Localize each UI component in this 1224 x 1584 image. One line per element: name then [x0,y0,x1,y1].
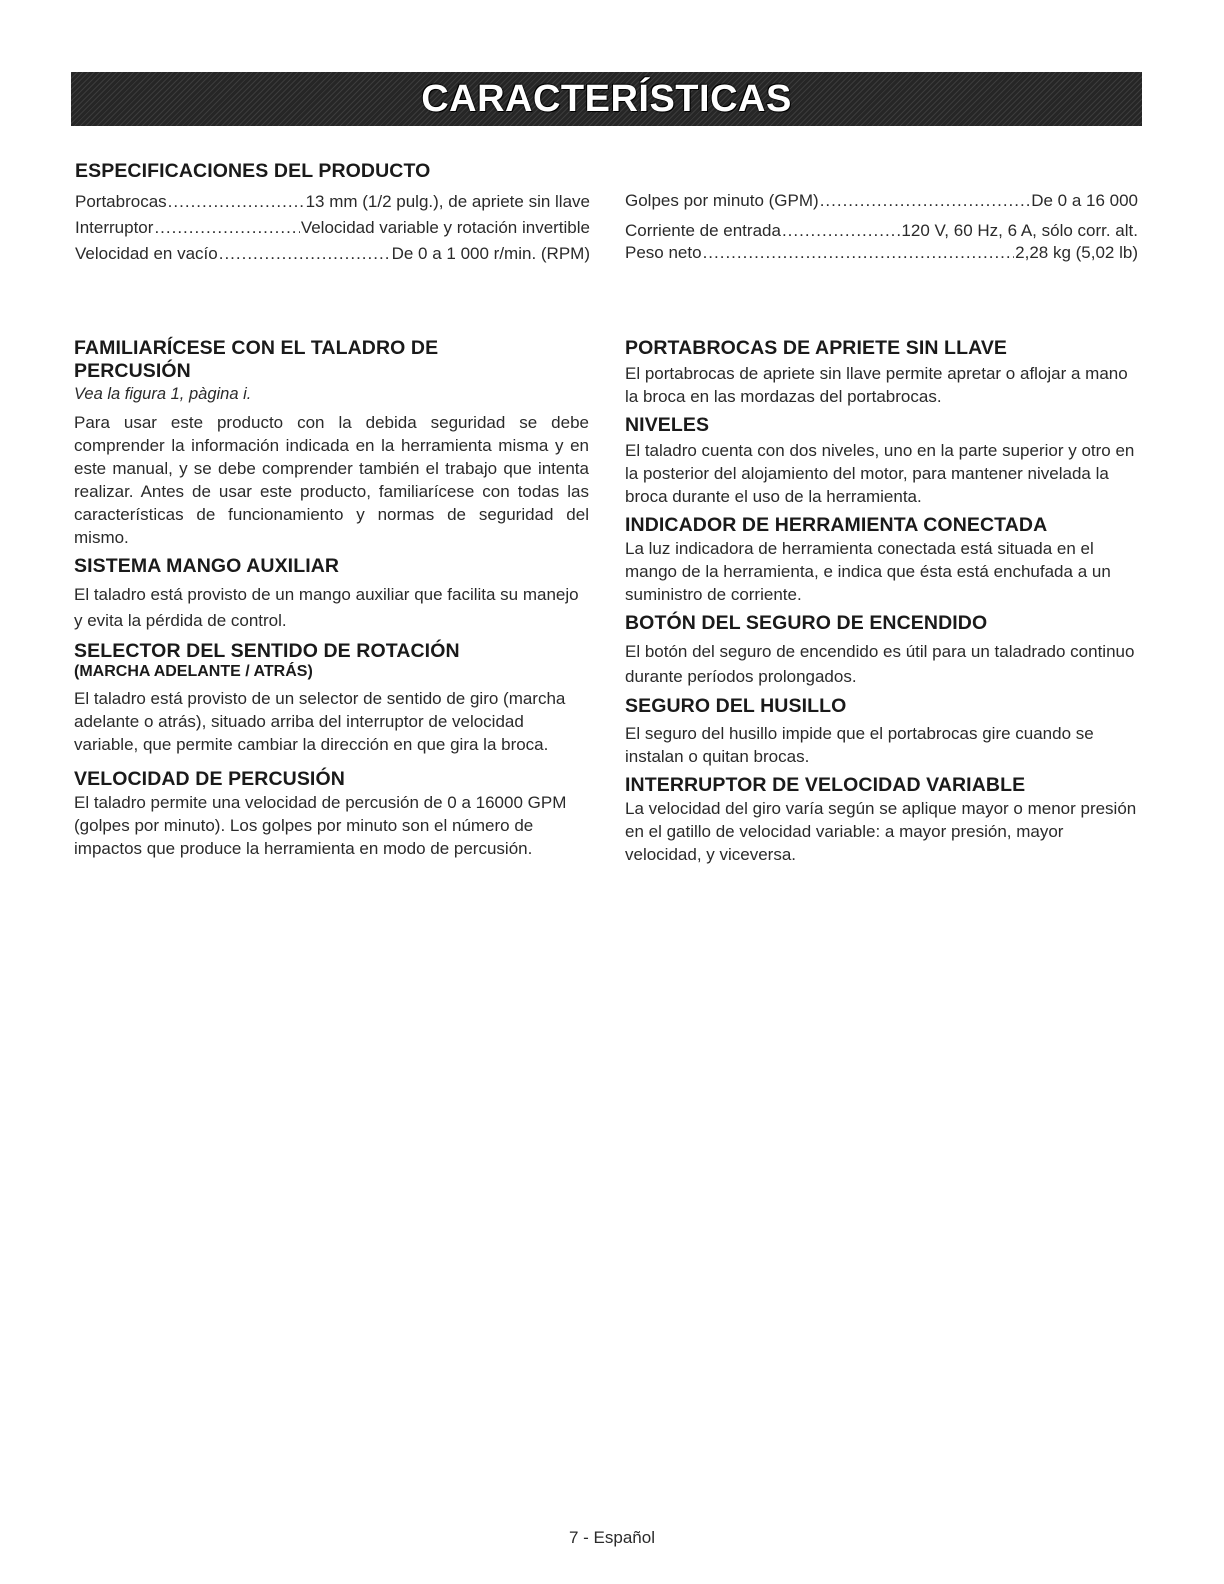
section-body: El seguro del husillo impide que el portabrocas gire cuando se instalan o quitan brocas. [625,724,1094,766]
spec-value: Velocidad variable y rotación invertible [300,218,590,237]
spec-label: Corriente de entrada [625,221,781,240]
section-heading: NIVELES [625,414,710,436]
section-familiarice [74,337,589,549]
section-body: El taladro está provisto de un mango auxiliar que facilita su manejo y evita la pérdida de control. [74,585,579,630]
specs-heading: ESPECIFICACIONES DEL PRODUCTO [75,160,431,182]
spec-label: Velocidad en vacío [75,244,218,263]
right-column [625,337,1143,872]
section-heading: SISTEMA MANGO AUXILIAR [74,555,340,577]
left-column [74,337,589,866]
section-heading: SEGURO DEL HUSILLO [625,695,847,717]
spec-row [75,217,590,239]
page-number: 7 - Español [569,1528,655,1547]
section-body: La luz indicadora de herramienta conectada está situada en el mango de la herramienta, e indica que ésta está enchufada a un suministro de corriente. [625,539,1111,604]
section-body: El taladro permite una velocidad de percusión de 0 a 16000 GPM (golpes por minuto). Los golpes por minuto son el número de impactos que produce la herramienta en modo de percusión. [74,793,567,858]
section-indicador [625,514,1143,606]
spec-label: Golpes por minuto (GPM) [625,191,819,210]
section-body: El taladro está provisto de un selector de sentido de giro (marcha adelante o atrás), situado arriba del interruptor de velocidad variable, que permite cambiar la dirección en que gira la broca. [74,689,566,754]
spec-value: De 0 a 1 000 r/min. (RPM) [391,244,590,263]
spec-row [75,191,590,213]
section-heading: PERCUSIÓN [74,360,191,382]
section-body: El botón del seguro de encendido es útil para un taladrado continuo durante períodos prolongados. [625,642,1135,686]
section-heading: BOTÓN DEL SEGURO DE ENCENDIDO [625,612,988,634]
section-body: El taladro cuenta con dos niveles, uno en la parte superior y otro en la posterior del alojamiento del motor, para mantener nivelada la broca durante el uso de la herramienta. [625,441,1135,506]
spec-row [625,242,1138,264]
page-title: CARACTERÍSTICAS [421,77,792,120]
section-interruptor [625,774,1143,866]
section-heading: FAMILIARÍCESE CON EL TALADRO DE [74,337,439,359]
section-heading: PORTABROCAS DE APRIETE SIN LLAVE [625,337,1008,359]
specs-right [625,190,1138,264]
section-banner [71,72,1142,126]
section-portabrocas [625,337,1143,408]
section-husillo [625,695,1143,768]
section-heading: INTERRUPTOR DE VELOCIDAD VARIABLE [625,774,1026,796]
section-mango [74,555,589,634]
spec-row [625,190,1138,212]
section-boton [625,612,1143,689]
section-subheading: (MARCHA ADELANTE / ATRÁS) [74,663,313,680]
spec-value: De 0 a 16 000 [1031,191,1138,210]
figure-reference: Vea la figura 1, pàgina i. [74,385,252,403]
spec-row [75,243,590,265]
section-body: El portabrocas de apriete sin llave permite apretar o aflojar a mano la broca en las mordazas del portabrocas. [625,364,1128,406]
spec-value: 2,28 kg (5,02 lb) [1015,243,1138,262]
section-niveles [625,414,1143,508]
section-heading: VELOCIDAD DE PERCUSIÓN [74,768,345,790]
spec-value: 13 mm (1/2 pulg.), de apriete sin llave [305,192,590,211]
specs-left [75,160,590,265]
spec-value: 120 V, 60 Hz, 6 A, sólo corr. alt. [901,221,1138,240]
section-body: La velocidad del giro varía según se aplique mayor o menor presión en el gatillo de velocidad variable: a mayor presión, mayor velocidad, y viceversa. [625,799,1137,864]
spec-label: Interruptor [75,218,154,237]
section-body: Para usar este producto con la debida seguridad se debe comprender la información indicada en la herramienta misma y en este manual, y se debe comprender también el trabajo que intenta realizar. Antes de usar este producto, familiarícese con todas las características de funcionamiento y normas de seguridad del mismo. [74,413,589,547]
section-heading: SELECTOR DEL SENTIDO DE ROTACIÓN [74,640,460,662]
spec-label: Peso neto [625,243,702,262]
spec-row [625,220,1138,242]
section-heading: INDICADOR DE HERRAMIENTA CONECTADA [625,514,1048,536]
spec-label: Portabrocas [75,192,167,211]
section-selector [74,640,589,756]
section-velocidad [74,768,589,860]
